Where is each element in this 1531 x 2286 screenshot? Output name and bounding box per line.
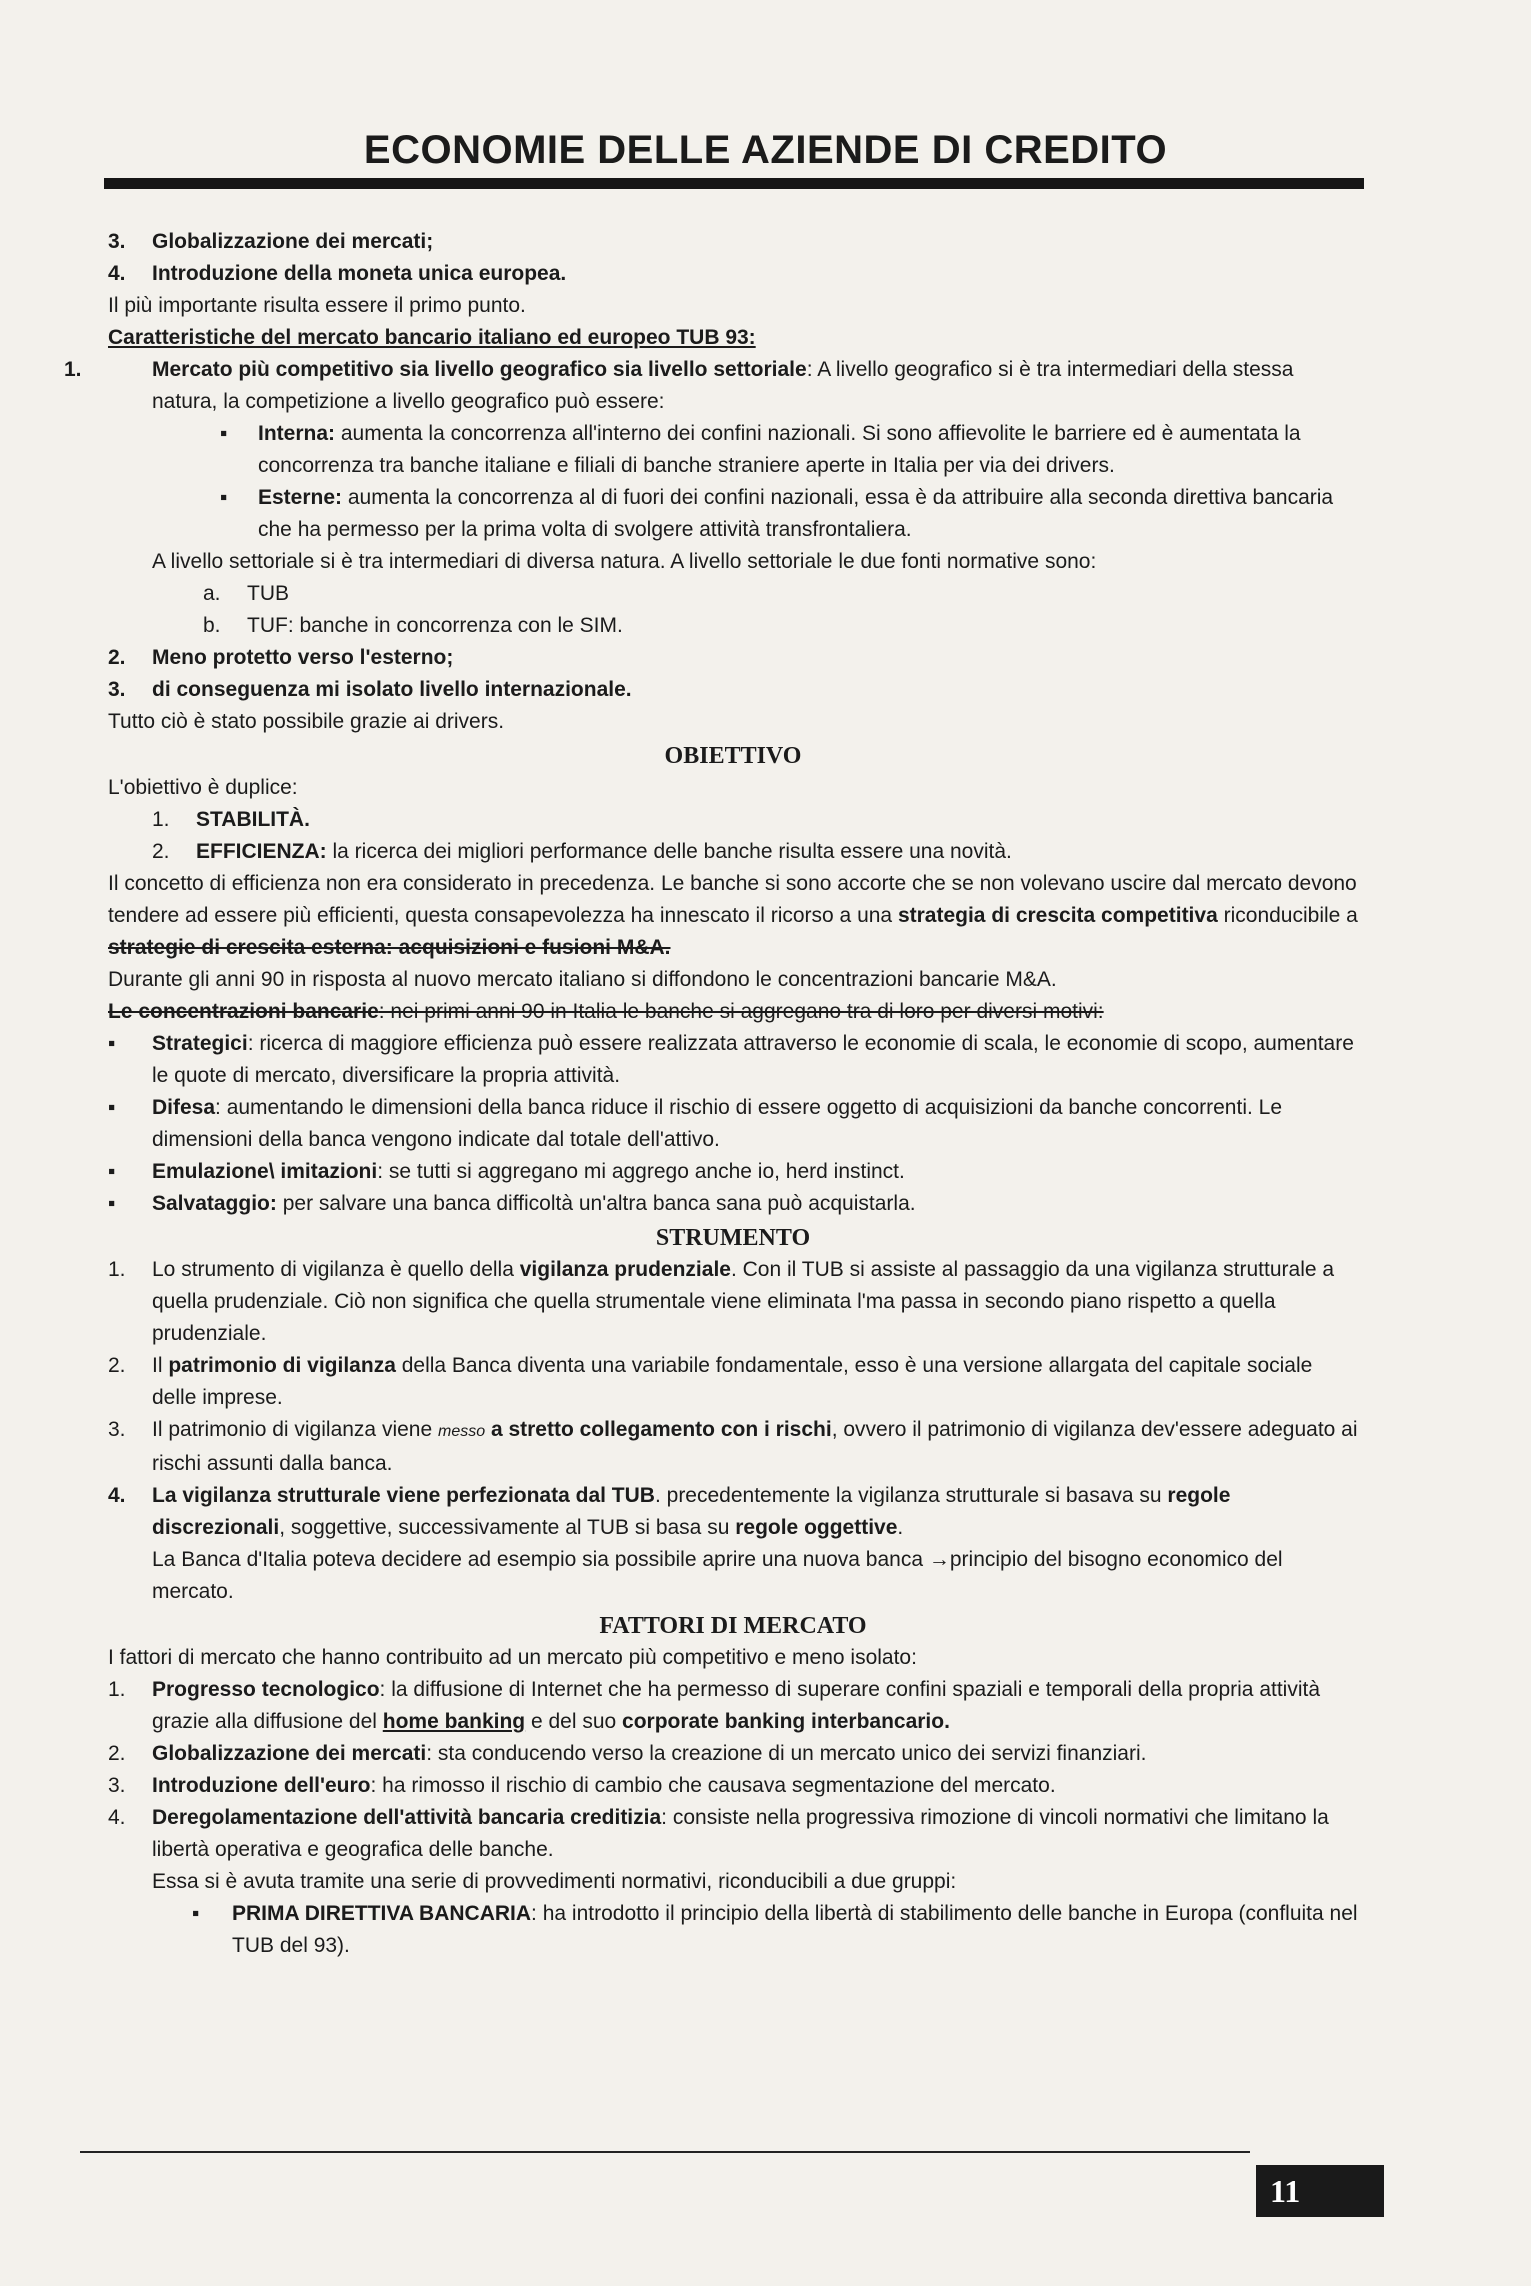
efficienza-paragraph: Il concetto di efficienza non era considerato in precedenza. Le banche si sono accorte che se non volevano uscire dal mercato devono tendere ad essere più efficienti, questa consapevolezza ha innescato il ricorso a una strategia di crescita competitiva riconducibile a strategie di crescita esterna: acquisizioni e fusioni M&A.	[108, 872, 1358, 959]
strumento-item-4: 4. La vigilanza strutturale viene perfezionata dal TUB. precedentemente la vigilanza strutturale si basava su regole discrezionali, soggettive, successivamente al TUB si basa su regole oggettive.	[108, 1484, 1231, 1539]
page-title: ECONOMIE DELLE AZIENDE DI CREDITO	[363, 128, 1168, 172]
strumento-item-1: 1. Lo strumento di vigilanza è quello della vigilanza prudenziale. Con il TUB si assiste al passaggio da una vigilanza strutturale a quella prudenziale. Ciò non significa che quella strumentale viene eliminata l'ma passa in secondo piano rispetto a quella prudenziale.	[108, 1258, 1335, 1345]
bullet-interna: ▪ Interna: aumenta la concorrenza all'interno dei confini nazionali. Si sono affievolite le barriere ed è aumentata la concorrenza tra banche italiane e filiali di banche straniere aperte in Italia per via dei drivers.	[220, 422, 1301, 477]
footer-rule	[80, 2151, 1250, 2153]
document-body	[64, 226, 1358, 1962]
concentrazioni-motivi: Le concentrazioni bancarie: nei primi anni 90 in Italia le banche si aggregano tra di loro per diversi motivi:	[108, 1000, 1104, 1023]
feature-item-2: 2. Meno protetto verso l'esterno;	[108, 646, 454, 669]
fattore-item-2: 2. Globalizzazione dei mercati: sta conducendo verso la creazione di un mercato unico dei servizi finanziari.	[108, 1742, 1147, 1765]
motivo-strategici: ▪ Strategici: ricerca di maggiore efficienza può essere realizzata attraverso le economie di scala, le economie di scopo, aumentare le quote di mercato, diversificare la propria attività.	[108, 1032, 1354, 1087]
fattore-item-4-note: Essa si è avuta tramite una serie di provvedimenti normativi, riconducibili a due gruppi:	[152, 1870, 957, 1893]
section-title-fattori: FATTORI DI MERCATO	[599, 1613, 867, 1639]
feature-item-3: 3. di conseguenza mi isolato livello internazionale.	[108, 678, 632, 701]
fattori-intro: I fattori di mercato che hanno contribuito ad un mercato più competitivo e meno isolato:	[108, 1646, 917, 1669]
section-heading-caratteristiche: Caratteristiche del mercato bancario italiano ed europeo TUB 93:	[108, 326, 756, 349]
strumento-item-2: 2. Il patrimonio di vigilanza della Banca diventa una variabile fondamentale, esso è una versione allargata del capitale sociale delle imprese.	[108, 1354, 1313, 1409]
fattore-item-1: 1. Progresso tecnologico: la diffusione di Internet che ha permesso di superare confini spaziali e temporali della propria attività grazie alla diffusione del home banking e del suo corporate banking interbancario.	[108, 1678, 1321, 1733]
motivo-salvataggio: ▪ Salvataggio: per salvare una banca difficoltà un'altra banca sana può acquistarla.	[108, 1192, 916, 1215]
strumento-item-4-note: La Banca d'Italia poteva decidere ad esempio sia possibile aprire una nuova banca →principio del bisogno economico del mercato.	[152, 1548, 1283, 1603]
motivo-difesa: ▪ Difesa: aumentando le dimensioni della banca riduce il rischio di essere oggetto di acquisizioni da banche concorrenti. Le dimensioni della banca vengono indicate dal totale dell'attivo.	[108, 1096, 1283, 1151]
sub-item-a: a. TUB	[203, 582, 289, 605]
direttiva-item-1: ▪ PRIMA DIRETTIVA BANCARIA: ha introdotto il principio della libertà di stabilimento delle banche in Europa (confluita nel TUB del 93).	[192, 1902, 1358, 1957]
intro-item-3: 3. Globalizzazione dei mercati;	[108, 230, 434, 253]
header-rule	[104, 178, 1364, 189]
obiettivo-intro: L'obiettivo è duplice:	[108, 776, 298, 799]
features-closing: Tutto ciò è stato possibile grazie ai drivers.	[108, 710, 505, 733]
settoriale-text: A livello settoriale si è tra intermediari di diversa natura. A livello settoriale le due fonti normative sono:	[152, 550, 1097, 573]
page-number: 11	[1256, 2165, 1384, 2217]
intro-item-4: 4. Introduzione della moneta unica europea.	[108, 262, 567, 285]
section-title-strumento: STRUMENTO	[655, 1225, 811, 1251]
fattore-item-3: 3. Introduzione dell'euro: ha rimosso il rischio di cambio che causava segmentazione del mercato.	[108, 1774, 1056, 1797]
handwritten-note: messo	[437, 1423, 486, 1440]
fattore-item-4: 4. Deregolamentazione dell'attività bancaria creditizia: consiste nella progressiva rimozione di vincoli normativi che limitano la libertà operativa e geografica delle banche.	[108, 1806, 1329, 1861]
sub-item-b: b. TUF: banche in concorrenza con le SIM.	[203, 614, 623, 637]
concentrazioni-paragraph: Durante gli anni 90 in risposta al nuovo mercato italiano si diffondono le concentrazioni bancarie M&A.	[108, 968, 1057, 991]
section-title-obiettivo: OBIETTIVO	[664, 743, 802, 769]
obiettivo-item-2: 2. EFFICIENZA: la ricerca dei migliori performance delle banche risulta essere una novità.	[152, 840, 1012, 863]
bullet-esterne: ▪ Esterne: aumenta la concorrenza al di fuori dei confini nazionali, essa è da attribuire alla seconda direttiva bancaria che ha permesso per la prima volta di svolgere attività transfrontaliera.	[220, 486, 1334, 541]
strumento-item-3: 3. Il patrimonio di vigilanza viene messo a stretto collegamento con i rischi, ovvero il patrimonio di vigilanza dev'essere adeguato ai rischi assunti dalla banca.	[108, 1418, 1358, 1475]
motivo-emulazione: ▪ Emulazione\ imitazioni: se tutti si aggregano mi aggrego anche io, herd instinct.	[108, 1160, 905, 1183]
intro-note: Il più importante risulta essere il primo punto.	[108, 294, 526, 317]
obiettivo-item-1: 1. STABILITÀ.	[152, 808, 310, 831]
feature-item-1: 1. Mercato più competitivo sia livello geografico sia livello settoriale: A livello geografico si è tra intermediari della stessa natura, la competizione a livello geografico può essere:	[64, 358, 1294, 413]
